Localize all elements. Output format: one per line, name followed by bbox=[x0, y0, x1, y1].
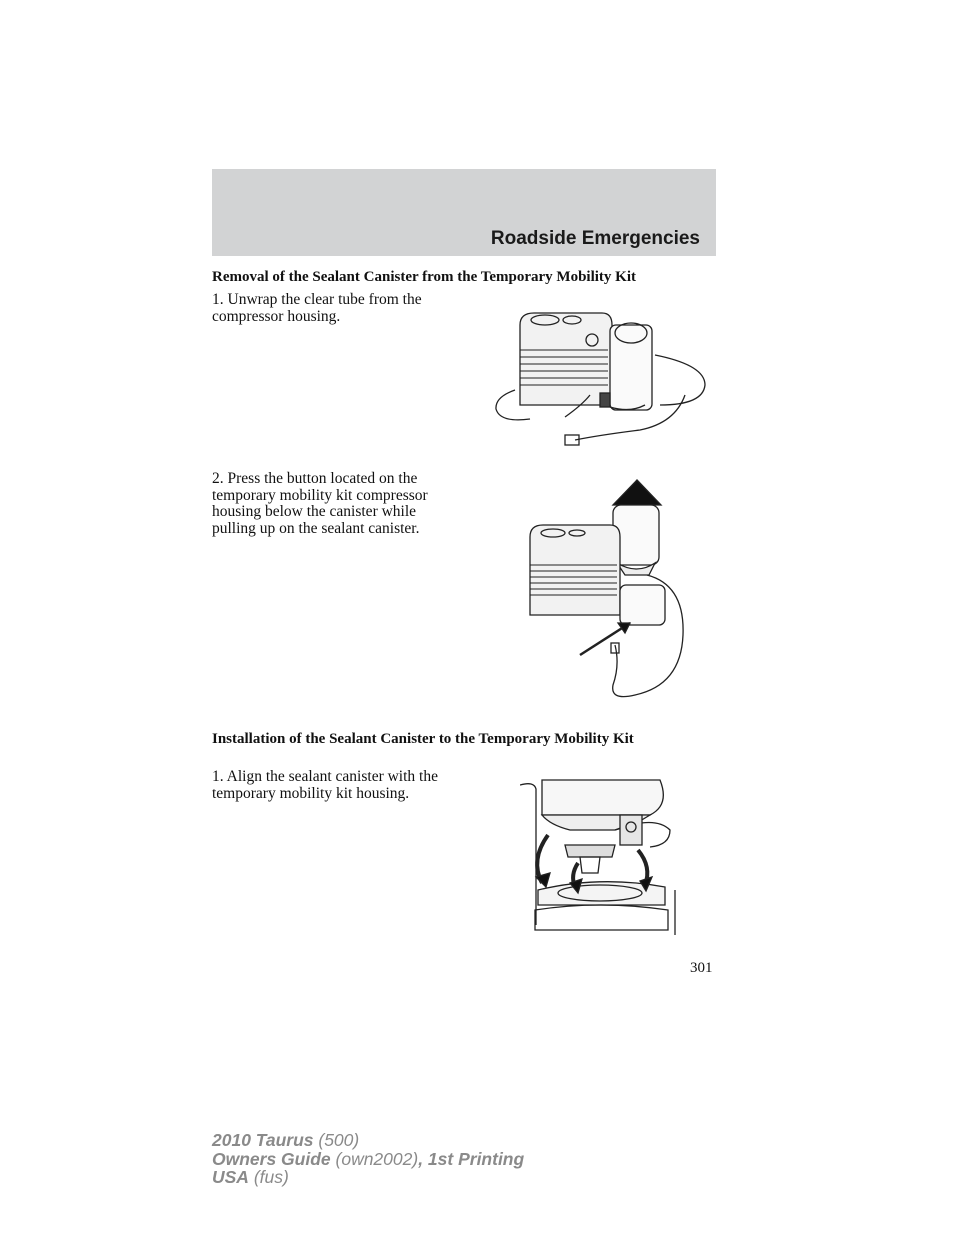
footer-model-code: (500) bbox=[313, 1130, 360, 1150]
footer-market: USA bbox=[212, 1167, 249, 1187]
footer-printing: , 1st Printing bbox=[418, 1148, 525, 1169]
footer-line-2 bbox=[212, 1150, 524, 1169]
footer-guide-code: (own2002) bbox=[330, 1148, 419, 1169]
section-header-band bbox=[212, 169, 716, 256]
footer-line-3 bbox=[212, 1168, 524, 1187]
page-number: 301 bbox=[690, 960, 713, 976]
installation-step-1: 1. Align the sealant canister with the temporary mobility kit housing. bbox=[212, 768, 438, 802]
removal-step-1: 1. Unwrap the clear tube from the compressor housing. bbox=[212, 291, 422, 325]
footer-guide: Owners Guide bbox=[212, 1148, 331, 1169]
installation-heading: Installation of the Sealant Canister to the Temporary Mobility Kit bbox=[212, 731, 634, 747]
footer-market-code: (fus) bbox=[248, 1167, 289, 1187]
footer-line-1 bbox=[212, 1131, 524, 1150]
canister-removal-illustration bbox=[525, 475, 695, 705]
section-title: Roadside Emergencies bbox=[490, 228, 700, 249]
footer-model: 2010 Taurus bbox=[212, 1130, 314, 1150]
removal-step-2: 2. Press the button located on the temporary mobility kit compressor housing below the canister while pulling up on the sealant canister. bbox=[212, 470, 428, 537]
canister-alignment-illustration bbox=[520, 775, 680, 935]
document-footer bbox=[212, 1131, 524, 1187]
compressor-unwrap-illustration bbox=[490, 305, 715, 460]
removal-heading: Removal of the Sealant Canister from the Temporary Mobility Kit bbox=[212, 269, 636, 285]
